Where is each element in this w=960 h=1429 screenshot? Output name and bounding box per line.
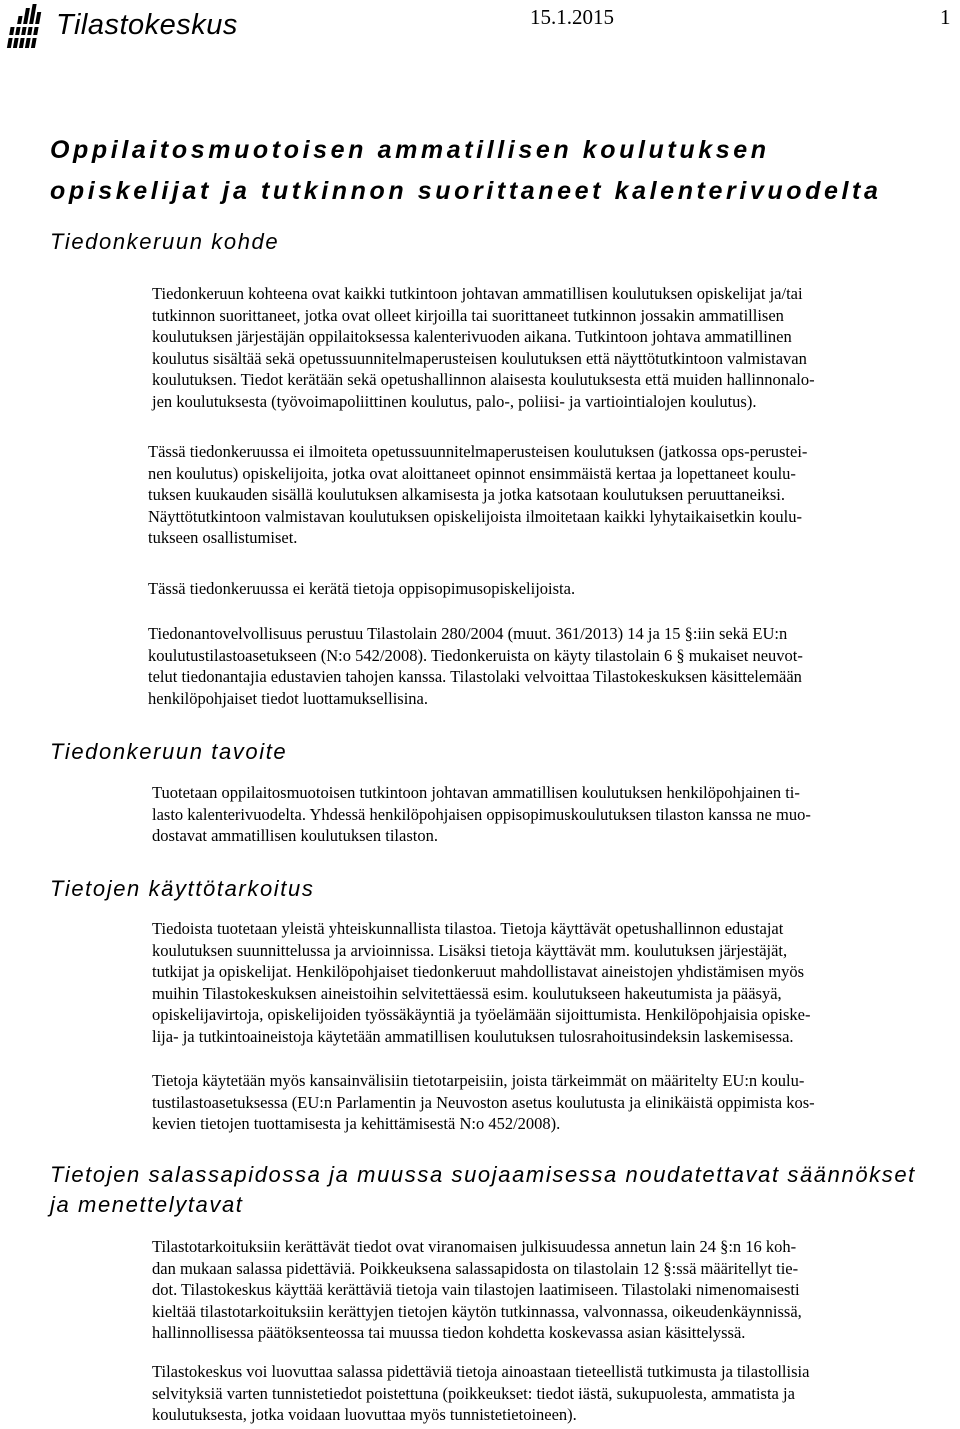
document-title — [50, 130, 881, 212]
page-number: 1 — [940, 5, 951, 29]
section-heading-kaytto: Tietojen käyttötarkoitus — [50, 876, 315, 901]
paragraph: Tiedonantovelvollisuus perustuu Tilastolain 280/2004 (muut. 361/2013) 14 ja 15 §:iin sekä EU:n koulutustilastoasetukseen (N:o 542/2008). Tiedonkeruista on käyty tilastolain 6 § mukaiset neuvot- telut tiedonantajia edustavien tahojen kanssa. Tilastolaki velvoittaa Tilastokeskuksen käsittelemään henkilöpohjaiset tiedot luottamuksellisina. — [148, 624, 803, 708]
logo-text: Tilastokeskus — [56, 9, 238, 41]
paragraph: Tuotetaan oppilaitosmuotoisen tutkintoon johtavan ammatillisen koulutuksen henkilöpohjainen ti- lasto kalenterivuodelta. Yhdessä henkilöpohjaisen oppisopimuskoulutuksen tilaston kanssa ne muo- dostavat ammatillisen koulutuksen tilaston. — [152, 783, 811, 845]
paragraph: Tässä tiedonkeruussa ei ilmoiteta opetussuunnitelmaperusteisen koulutuksen (jatkossa ops-perustei- nen koulutus) opiskelijoita, jotka ovat aloittaneet opinnot ensimmäistä kertaa ja lopettaneet koulu- tuksen kuukauden sisällä koulutuksen alkamisesta ja jotka katsotaan koulutuksen peruuttaneiksi. Näyttötutkintoon valmistavan koulutuksen opiskelijoista ilmoitetaan kaikki lyhytaikaisetkin koulu- tukseen osallistumiset. — [148, 442, 808, 547]
section-heading-salassapito: Tietojen salassapidossa ja muussa suojaamisessa noudatettavat säännökset ja menettelytavat — [50, 1162, 916, 1217]
title-line: opiskelijat ja tutkinnon suorittaneet kalenterivuodelta — [50, 177, 882, 205]
paragraph: Tilastotarkoituksiin kerättävät tiedot ovat viranomaisen julkisuudessa annetun lain 24 §:n 16 koh- dan mukaan salassa pidettäviä. Poikkeuksena salassapidosta on tilastolain 12 §:ssä määritellyt tie- dot. Tilastokeskus käyttää kerättäviä tietoja vain tilastojen laatimiseen. Tilastolaki nimenomaisesti kieltää tilastotarkoituksiin kerättyjen tietojen käytön tutkinnassa, valvonnassa, oikeudenkäynnissä, hallinnollisessa päätöksenteossa tai muussa tiedon kohdetta koskevassa asian käsittelyssä. — [152, 1237, 802, 1342]
logo-mark-icon — [6, 2, 46, 54]
paragraph: Tilastokeskus voi luovuttaa salassa pidettäviä tietoja ainoastaan tieteellistä tutkimusta ja tilastollisia selvityksiä varten tunnistetiedot poistettuna (poikkeukset: tiedot iästä, sukupuolesta, ammatista ja koulutuksesta, jotka voidaan luovuttaa myös tunnistetietoineen). — [152, 1362, 810, 1424]
section-heading-tavoite: Tiedonkeruun tavoite — [50, 739, 288, 764]
paragraph: Tietoja käytetään myös kansainvälisiin tietotarpeisiin, joista tärkeimmät on määritelty EU:n koulu- tustilastoasetuksessa (EU:n Parlamentin ja Neuvoston asetus koulutusta ja elinikäistä oppimista kos- kevien tietojen tuottamisesta ja kehittämisestä N:o 452/2008). — [152, 1071, 815, 1133]
paragraph: Tiedonkeruun kohteena ovat kaikki tutkintoon johtavan ammatillisen koulutuksen opiskelijat ja/tai tutkinnon suorittaneet, jotka ovat olleet kirjoilla tai suorittaneet tutkinnon jossakin ammatillisen koulutuksen järjestäjän oppilaitoksessa kalenterivuoden aikana. Tutkintoon johtava ammatillinen koulutus sisältää sekä opetussuunnitelmaperusteisen koulutuksen että näyttötutkintoon valmistavan koulutuksen. Tiedot kerätään sekä opetushallinnon alaisesta koulutuksesta että muiden hallinnonalo- jen koulutuksesta (työvoimapoliittinen koulutus, palo-, poliisi- ja vartiointialojen koulutus). — [152, 284, 815, 411]
title-line: Oppilaitosmuotoisen ammatillisen koulutuksen — [50, 136, 770, 164]
paragraph: Tiedoista tuotetaan yleistä yhteiskunnallista tilastoa. Tietoja käyttävät opetushallinnon edustajat koulutuksen suunnittelussa ja arvioinnissa. Lisäksi tietoja käyttävät mm. koulutuksen järjestäjät, tutkijat ja opiskelijat. Henkilöpohjaiset tiedonkeruut mahdollistavat aineistojen yhdistämisen myös muihin Tilastokeskuksen aineistoihin selvitettäessä esim. koulutukseen hakeutumista ja pääsyä, opiskelijavirtoja, opiskelijoiden työssäkäyntiä ja työelämään sijoittumista. Henkilöpohjaisia opiske- lija- ja tutkintoaineistoja käytetään ammatillisen koulutuksen tulosrahoitusindeksin laskemisessa. — [152, 919, 811, 1046]
paragraph: Tässä tiedonkeruussa ei kerätä tietoja oppisopimusopiskelijoista. — [148, 579, 576, 598]
section-heading-kohde: Tiedonkeruun kohde — [50, 229, 280, 254]
document-date: 15.1.2015 — [530, 5, 614, 29]
logo — [6, 2, 246, 54]
